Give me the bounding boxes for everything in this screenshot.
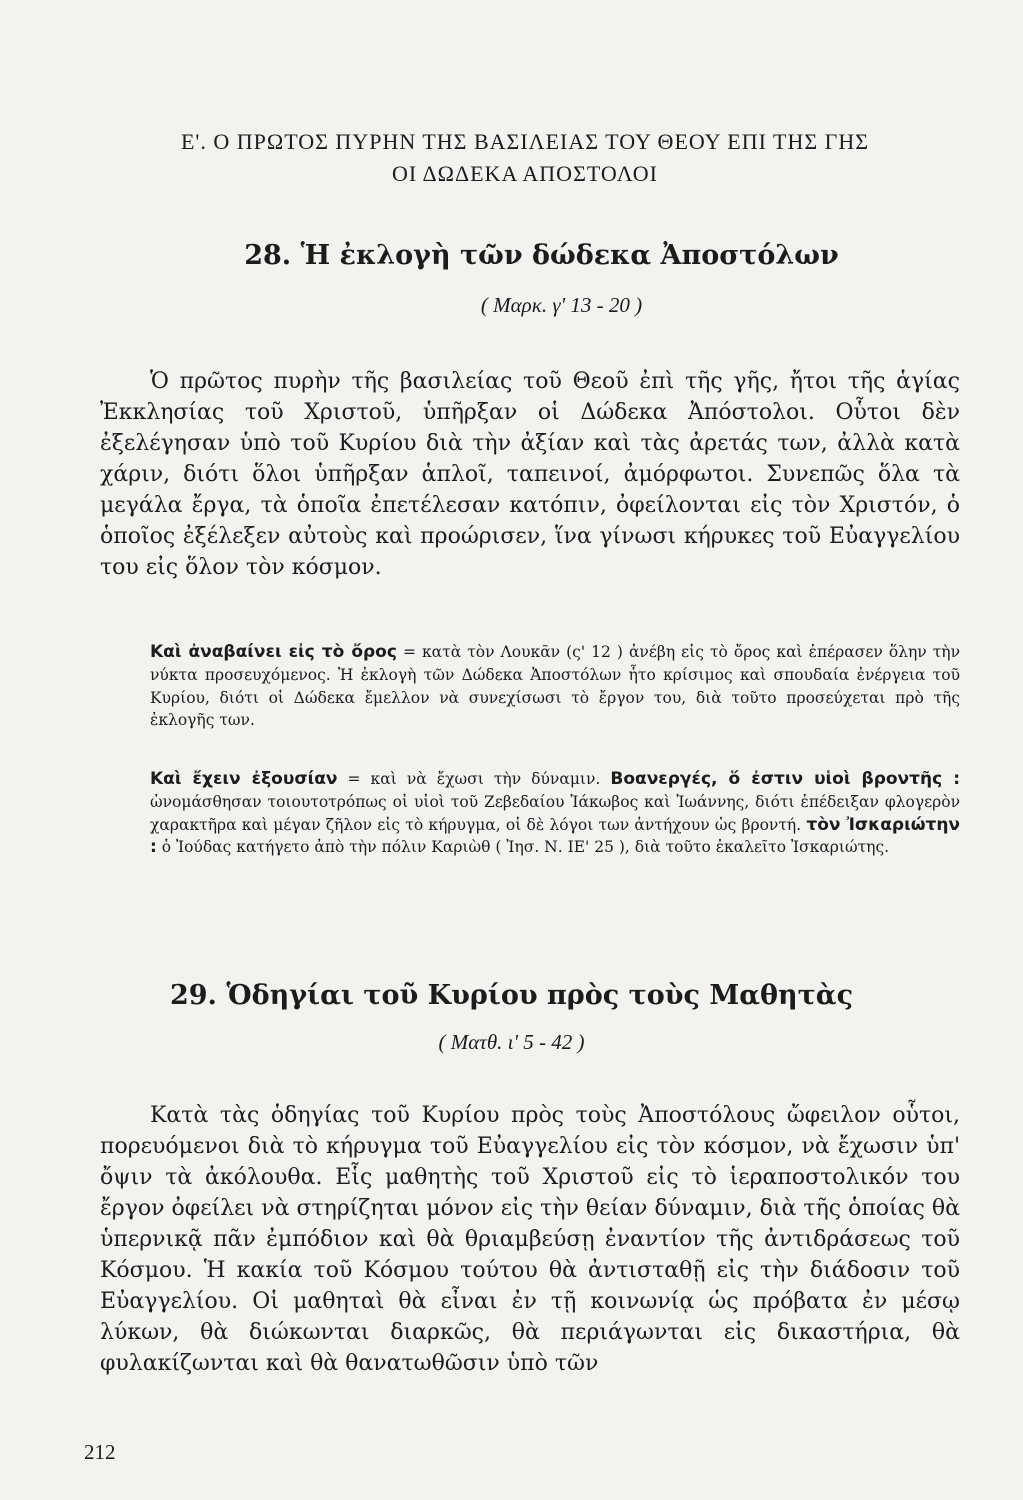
section-28-paragraph: Ὁ πρῶτος πυρὴν τῆς βασιλείας τοῦ Θεοῦ ἐπὶ τῆς γῆς, ἤτοι τῆς ἁγίας Ἐκκλησίας τοῦ Χριστοῦ, ὑπῆρξαν οἱ Δώδεκα Ἀπόστολοι. Οὗτοι δὲν ἐξελέγησαν ὑπὸ τοῦ Κυρίου διὰ τὴν ἀξίαν καὶ τὰς ἀρετάς των, ἀλλὰ κατὰ χάριν, διότι ὅλοι ὑπῆρξαν ἁπλοῖ, ταπεινοί, ἀμόρφωτοι. Συνεπῶς ὅλα τὰ μεγάλα ἔργα, τὰ ὁποῖα ἐπετέλεσαν κατόπιν, ὀφείλονται εἰς τὸν Χριστόν, ὁ ὁποῖος ἐξέλεξεν αὐτοὺς καὶ προώρισεν, ἵνα γίνωσι κήρυκες τοῦ Εὐαγγελίου του εἰς ὅλον τὸν κόσμον. [100,369,960,580]
note-2-term-2: Βοανεργές, ὅ ἐστιν υἱοὶ βροντῆς : [610,769,960,789]
note-1-text: = κατὰ τὸν Λουκᾶν (ς' 12 ) ἀνέβη εἰς τὸ ὄρος καὶ ἐπέρασεν ὅλην τὴν νύκτα προσευχόμενος. Ἡ ἐκλογὴ τῶν Δώδεκα Ἀποστόλων ἦτο κρίσιμος καὶ σπουδαία ἐνέργεια τοῦ Κυρίου, διότι οἱ Δώδεκα ἔμελλον νὰ συνεχίσωσι τὸ ἔργον του, διὰ τοῦτο προσεύχεται πρὸ τῆς ἐκλογῆς των. [150,643,960,730]
section-29-reference: ( Ματθ. ι' 5 - 42 ) [438,1030,585,1054]
note-2-term-3: τὸν Ἰσκαριώτην : [150,814,961,858]
chapter-heading [60,126,990,190]
note-1-term: Καὶ ἀναβαίνει εἰς τὸ ὄρος [150,642,397,662]
section-28-note-1 [150,641,960,732]
note-2-text-3: ὁ Ἰούδας κατήγετο ἀπὸ τὴν πόλιν Καριὼθ ( Ἰησ. Ν. ΙΕ' 25 ), διὰ τοῦτο ἐκαλεῖτο Ἰσκαριώτης. [156,838,890,857]
page-number: 212 [84,1440,116,1464]
section-29-title: 29. Ὁδηγίαι τοῦ Κυρίου πρὸς τοὺς Μαθητὰς [169,980,854,1011]
section-28-note-2 [150,768,960,859]
chapter-heading-line1: Ε'. Ο ΠΡΩΤΟΣ ΠΥΡΗΝ ΤΗΣ ΒΑΣΙΛΕΙΑΣ ΤΟΥ ΘΕΟΥ ΕΠΙ ΤΗΣ ΓΗΣ [180,129,870,154]
chapter-heading-line2: ΟΙ ΔΩΔΕΚΑ ΑΠΟΣΤΟΛΟΙ [391,161,659,186]
note-2-text-1: = καὶ νὰ ἔχωσι τὴν δύναμιν. [337,770,611,788]
note-2-term-1: Καὶ ἔχειν ἐξουσίαν [150,769,338,789]
section-29-paragraph: Κατὰ τὰς ὁδηγίας τοῦ Κυρίου πρὸς τοὺς Ἀποστόλους ὤφειλον οὗτοι, πορευόμενοι διὰ τὸ κήρυγμα τοῦ Εὐαγγελίου εἰς τὸν κόσμον, νὰ ἔχωσιν ὑπ' ὄψιν τὰ ἀκόλουθα. Εἷς μαθητὴς τοῦ Χριστοῦ εἰς τὸ ἱεραποστολικόν του ἔργον ὀφείλει νὰ στηρίζηται μόνον εἰς τὴν θείαν δύναμιν, διὰ τῆς ὁποίας θὰ ὑπερνικᾷ πᾶν ἐμπόδιον καὶ θὰ θριαμβεύσῃ ἐναντίον τῆς ἀντιδράσεως τοῦ Κόσμου. Ἡ κακία τοῦ Κόσμου τούτου θὰ ἀντισταθῇ εἰς τὴν διάδοσιν τοῦ Εὐαγγελίου. Οἱ μαθηταὶ θὰ εἶναι ἐν τῇ κοινωνίᾳ ὡς πρόβατα ἐν μέσῳ λύκων, θὰ διώκωνται διαρκῶς, θὰ περιάγωνται εἰς δικαστήρια, θὰ φυλακίζωνται καὶ θὰ θανατωθῶσιν ὑπὸ τῶν [100,1103,960,1376]
note-2-text-2: ὠνομάσθησαν τοιουτοτρόπως οἱ υἱοὶ τοῦ Ζεβεδαίου Ἰάκωβος καὶ Ἰωάννης, διότι ἐπέδειξαν φλογερὸν χαρακτῆρα καὶ μέγαν ζῆλον εἰς τὸ κήρυγμα, οἱ δὲ λόγοι των ἀντήχουν ὡς βροντή. [150,792,960,834]
section-28-title: 28. Ἡ ἐκλογὴ τῶν δώδεκα Ἀποστόλων [244,240,839,271]
section-28-reference: ( Μαρκ. γ' 13 - 20 ) [480,293,643,317]
